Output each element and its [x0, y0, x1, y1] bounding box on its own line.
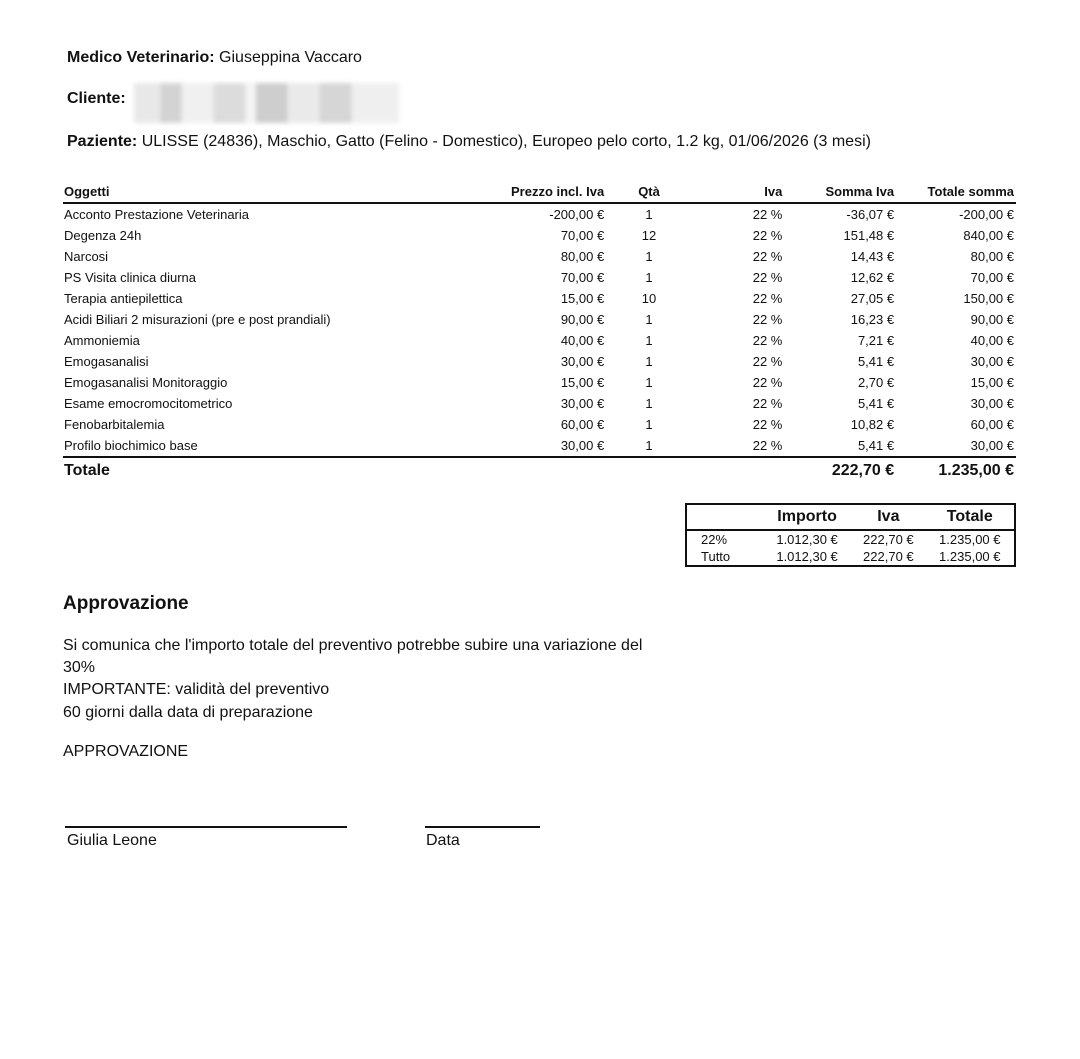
item-iva: 22 % — [752, 396, 783, 411]
item-totale: 70,00 € — [970, 270, 1014, 285]
approval-text-approvazione: APPROVAZIONE — [63, 743, 189, 760]
item-qty: 1 — [645, 333, 653, 348]
item-totale: 15,00 € — [970, 375, 1014, 390]
item-price: 60,00 € — [560, 417, 605, 432]
patient-label: Paziente: — [67, 133, 138, 150]
item-totale: 90,00 € — [970, 312, 1014, 327]
table-row — [63, 435, 1016, 457]
item-price: 40,00 € — [560, 333, 605, 348]
item-name: Emogasanalisi — [64, 354, 149, 369]
signature-line — [65, 826, 347, 828]
item-qty: 1 — [645, 417, 653, 432]
item-somma-iva: 5,41 € — [857, 396, 895, 411]
item-qty: 1 — [645, 396, 653, 411]
item-somma-iva: 7,21 € — [857, 333, 895, 348]
summary-rate: 22% — [701, 532, 728, 547]
item-somma-iva: 5,41 € — [857, 354, 895, 369]
table-row — [63, 393, 1016, 414]
summary-row — [686, 548, 1015, 566]
item-somma-iva: 2,70 € — [857, 375, 895, 390]
item-name: Fenobarbitalemia — [64, 417, 165, 432]
item-price: 30,00 € — [560, 354, 605, 369]
col-header-prezzo: Prezzo incl. Iva — [480, 180, 606, 203]
item-qty: 1 — [645, 270, 653, 285]
patient-line — [67, 133, 871, 151]
item-totale: 30,00 € — [970, 354, 1014, 369]
item-qty: 1 — [645, 354, 653, 369]
item-somma-iva: 12,62 € — [850, 270, 895, 285]
summary-totale: 1.235,00 € — [939, 549, 1001, 564]
total-empty-iva — [693, 457, 785, 484]
item-name: Emogasanalisi Monitoraggio — [64, 375, 228, 390]
item-price: 30,00 € — [560, 438, 605, 453]
item-price: 15,00 € — [560, 291, 605, 306]
item-name: Esame emocromocitometrico — [64, 396, 233, 411]
summary-row — [686, 530, 1015, 548]
table-row — [63, 246, 1016, 267]
redacted-client-info — [134, 83, 399, 123]
item-totale: 30,00 € — [970, 396, 1014, 411]
item-somma-iva: 14,43 € — [850, 249, 895, 264]
summary-importo: 1.012,30 € — [776, 549, 838, 564]
table-row — [63, 351, 1016, 372]
col-header-qta: Qtà — [606, 180, 693, 203]
patient-info: ULISSE (24836), Maschio, Gatto (Felino - Domestico), Europeo pelo corto, 1.2 kg, 01/06/2026 (3 mesi) — [141, 133, 871, 150]
item-somma-iva: 151,48 € — [843, 228, 895, 243]
item-name: Narcosi — [64, 249, 109, 264]
item-price: 30,00 € — [560, 396, 605, 411]
item-name: Degenza 24h — [64, 228, 142, 243]
item-totale: -200,00 € — [959, 207, 1014, 222]
total-empty-price — [480, 457, 606, 484]
item-iva: 22 % — [752, 312, 783, 327]
item-iva: 22 % — [752, 249, 783, 264]
item-name: PS Visita clinica diurna — [64, 270, 196, 285]
client-label: Cliente: — [67, 90, 126, 108]
item-price: 15,00 € — [560, 375, 605, 390]
item-qty: 1 — [645, 312, 653, 327]
item-totale: 150,00 € — [963, 291, 1014, 306]
item-qty: 12 — [641, 228, 657, 243]
summary-iva: 222,70 € — [863, 532, 914, 547]
item-somma-iva: 27,05 € — [850, 291, 895, 306]
item-qty: 1 — [645, 438, 653, 453]
item-iva: 22 % — [752, 333, 783, 348]
approval-title: Approvazione — [63, 593, 189, 614]
table-row — [63, 225, 1016, 246]
summary-body — [686, 530, 1015, 566]
total-label: Totale — [63, 457, 480, 484]
vet-line — [67, 49, 362, 67]
col-header-iva: Iva — [693, 180, 785, 203]
item-name: Profilo biochimico base — [64, 438, 198, 453]
item-iva: 22 % — [752, 354, 783, 369]
items-body — [63, 203, 1016, 457]
vet-label: Medico Veterinario: — [67, 49, 215, 66]
item-name: Ammoniemia — [64, 333, 140, 348]
table-row — [63, 203, 1016, 225]
vat-summary-table — [685, 503, 1016, 567]
table-row — [63, 372, 1016, 393]
item-price: 90,00 € — [560, 312, 605, 327]
summary-col-totale: Totale — [926, 504, 1015, 530]
client-line — [67, 79, 399, 119]
items-table — [63, 180, 1016, 484]
item-somma-iva: 10,82 € — [850, 417, 895, 432]
item-totale: 40,00 € — [970, 333, 1014, 348]
item-name: Acidi Biliari 2 misurazioni (pre e post prandiali) — [64, 312, 331, 327]
item-qty: 10 — [641, 291, 657, 306]
item-iva: 22 % — [752, 270, 783, 285]
summary-col-importo: Importo — [763, 504, 851, 530]
item-iva: 22 % — [752, 375, 783, 390]
date-line — [425, 826, 540, 828]
item-qty: 1 — [645, 375, 653, 390]
date-label: Data — [426, 832, 460, 849]
table-row — [63, 309, 1016, 330]
item-iva: 22 % — [752, 291, 783, 306]
item-price: 80,00 € — [560, 249, 605, 264]
item-somma-iva: 16,23 € — [850, 312, 895, 327]
item-qty: 1 — [645, 249, 653, 264]
item-totale: 80,00 € — [970, 249, 1014, 264]
item-iva: 22 % — [752, 207, 783, 222]
item-totale: 60,00 € — [970, 417, 1014, 432]
total-empty-qty — [606, 457, 693, 484]
items-total-row — [63, 457, 1016, 484]
vet-name: Giuseppina Vaccaro — [219, 49, 362, 66]
table-row — [63, 414, 1016, 435]
item-qty: 1 — [645, 207, 653, 222]
item-name: Terapia antiepilettica — [64, 291, 183, 306]
table-row — [63, 288, 1016, 309]
item-iva: 22 % — [752, 438, 783, 453]
summary-iva: 222,70 € — [863, 549, 914, 564]
summary-header-row — [686, 504, 1015, 530]
table-row — [63, 267, 1016, 288]
item-price: -200,00 € — [549, 207, 605, 222]
col-header-somma-iva: Somma Iva — [784, 180, 896, 203]
summary-totale: 1.235,00 € — [939, 532, 1001, 547]
approval-text-important: IMPORTANTE: validità del preventivo — [63, 681, 330, 698]
approval-text-validity: 60 giorni dalla data di preparazione — [63, 704, 313, 721]
item-totale: 840,00 € — [963, 228, 1014, 243]
summary-col-blank — [686, 504, 763, 530]
signature-name: Giulia Leone — [67, 832, 157, 849]
item-totale: 30,00 € — [970, 438, 1014, 453]
item-iva: 22 % — [752, 228, 783, 243]
approval-text-percent: 30% — [63, 659, 96, 676]
total-sum-value: 1.235,00 € — [896, 457, 1016, 484]
total-iva-value: 222,70 € — [784, 457, 896, 484]
item-iva: 22 % — [752, 417, 783, 432]
col-header-totale-somma: Totale somma — [896, 180, 1016, 203]
col-header-oggetti: Oggetti — [63, 180, 480, 203]
summary-col-iva: Iva — [851, 504, 925, 530]
items-header-row — [63, 180, 1016, 203]
item-price: 70,00 € — [560, 228, 605, 243]
summary-importo: 1.012,30 € — [776, 532, 838, 547]
table-row — [63, 330, 1016, 351]
item-price: 70,00 € — [560, 270, 605, 285]
item-somma-iva: 5,41 € — [857, 438, 895, 453]
summary-rate: Tutto — [701, 549, 731, 564]
approval-text-variation: Si comunica che l'importo totale del preventivo potrebbe subire una variazione del — [63, 637, 643, 654]
item-name: Acconto Prestazione Veterinaria — [64, 207, 249, 222]
item-somma-iva: -36,07 € — [846, 207, 895, 222]
